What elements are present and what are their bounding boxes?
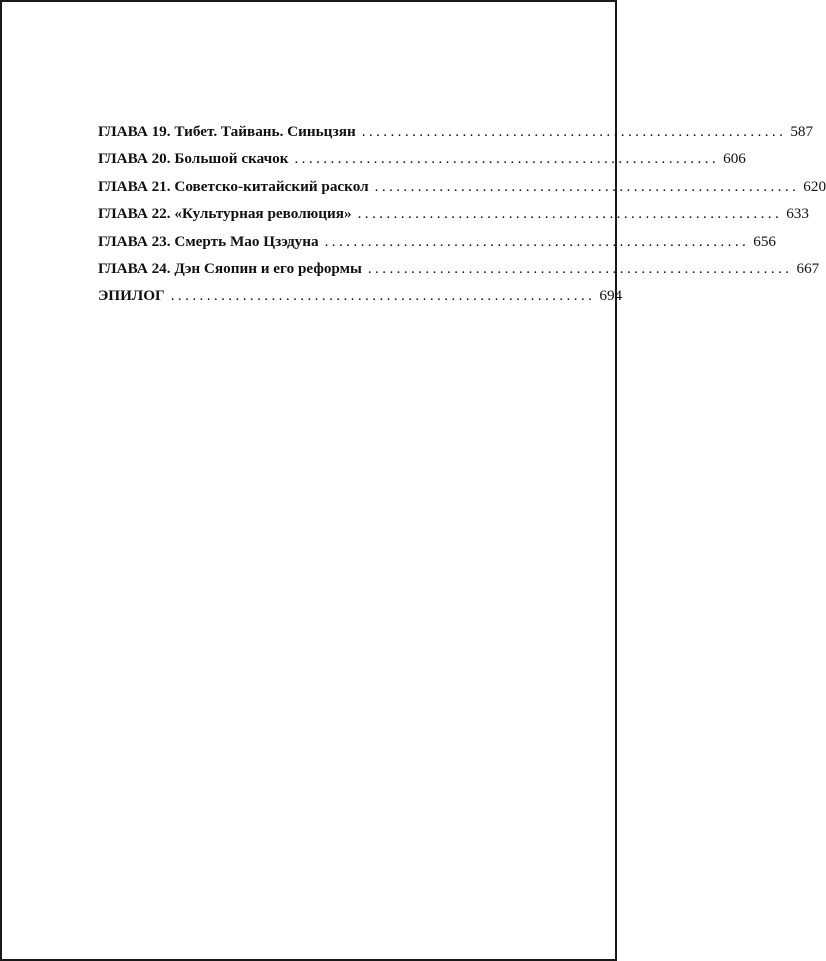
toc-entry-page-number: 667	[796, 259, 820, 277]
toc-leader-dots: ...........................................................	[294, 150, 720, 168]
toc-entry-title: ГЛАВА 20. Большой скачок	[98, 150, 289, 168]
toc-entry-chapter-19	[98, 122, 814, 149]
toc-entry-chapter-24	[98, 259, 820, 286]
toc-entry-epilogue	[98, 286, 623, 313]
toc-entry-title: ГЛАВА 22. «Культурная революция»	[98, 205, 352, 223]
toc-leader-dots: ...........................................................	[374, 177, 800, 195]
toc-entry-chapter-21	[98, 177, 826, 204]
toc-entry-chapter-23	[98, 232, 776, 259]
toc-entry-chapter-22	[98, 204, 809, 231]
toc-entry-title: ГЛАВА 19. Тибет. Тайвань. Синьцзян	[98, 123, 356, 140]
toc-entry-page-number: 606	[723, 150, 746, 168]
toc-entry-title: ГЛАВА 24. Дэн Сяопин и его реформы	[98, 259, 362, 277]
toc-entry-page-number: 694	[599, 287, 623, 305]
toc-entry-page-number: 633	[786, 205, 809, 223]
toc-entry-page-number: 587	[790, 123, 814, 140]
toc-leader-dots: ...........................................................	[361, 123, 787, 140]
toc-leader-dots: ...........................................................	[367, 259, 793, 277]
toc-leader-dots: ...........................................................	[357, 205, 783, 223]
toc-entry-page-number: 656	[753, 232, 776, 250]
toc-entry-title: ГЛАВА 21. Советско-китайский раскол	[98, 177, 369, 195]
toc-entry-chapter-20	[98, 149, 746, 176]
toc-entry-title: ЭПИЛОГ	[98, 287, 165, 305]
toc-leader-dots: ...........................................................	[170, 287, 596, 305]
toc-leader-dots: ...........................................................	[324, 232, 750, 250]
table-of-contents	[98, 122, 826, 314]
toc-entry-title: ГЛАВА 23. Смерть Мао Цзэдуна	[98, 232, 319, 250]
toc-entry-page-number: 620	[803, 177, 826, 195]
